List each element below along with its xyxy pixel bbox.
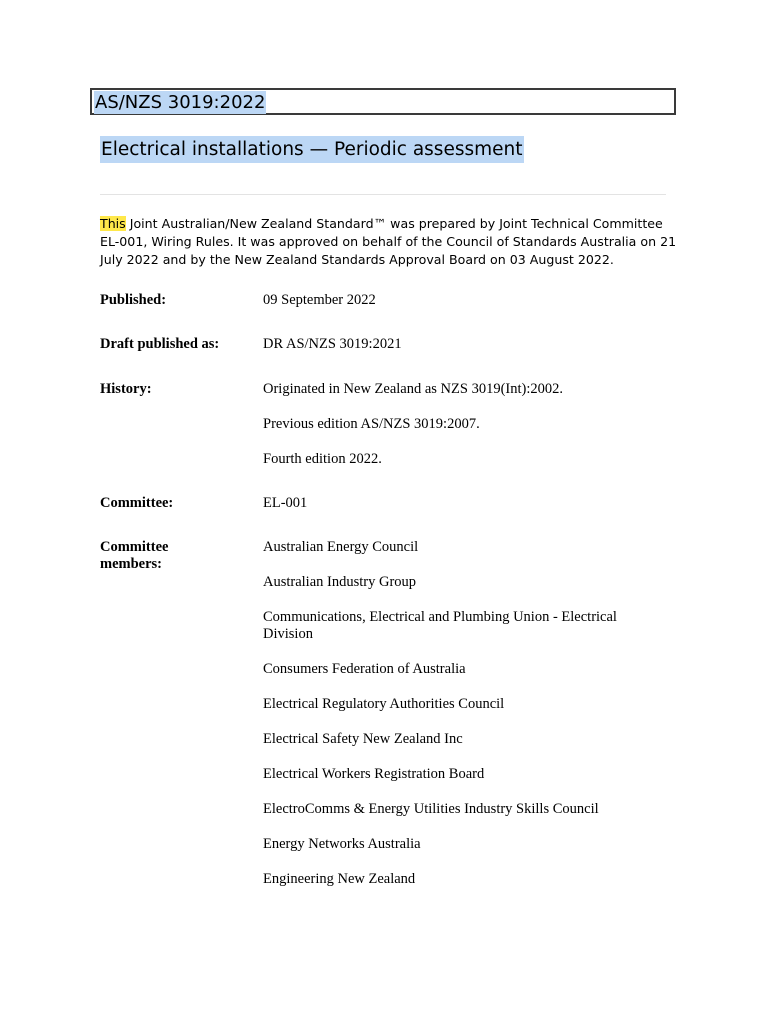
- members-label: Committee members:: [100, 539, 169, 572]
- committee-label: Committee:: [100, 495, 174, 511]
- committee-value: EL-001: [263, 495, 308, 511]
- member-item: Engineering New Zealand: [263, 871, 416, 887]
- member-item: Electrical Regulatory Authorities Council: [263, 696, 505, 712]
- intro-paragraph: [100, 215, 680, 269]
- member-item: Energy Networks Australia: [263, 836, 421, 852]
- doc-number-box: [90, 88, 676, 115]
- member-item: Consumers Federation of Australia: [263, 661, 466, 677]
- intro-highlighted-word: This: [100, 216, 126, 231]
- doc-title: Electrical installations — Periodic assessment: [100, 136, 524, 163]
- member-item: Electrical Safety New Zealand Inc: [263, 731, 463, 747]
- member-item: ElectroComms & Energy Utilities Industry Skills Council: [263, 801, 599, 817]
- history-item: Originated in New Zealand as NZS 3019(Int):2002.: [263, 381, 563, 397]
- published-value: 09 September 2022: [263, 292, 376, 308]
- draft-label: Draft published as:: [100, 336, 220, 352]
- doc-number: AS/NZS 3019:2022: [95, 92, 266, 113]
- published-label: Published:: [100, 292, 167, 308]
- history-item: Fourth edition 2022.: [263, 451, 382, 467]
- divider: [100, 194, 666, 195]
- draft-value: DR AS/NZS 3019:2021: [263, 336, 402, 352]
- member-item: Communications, Electrical and Plumbing Union - Electrical Division: [263, 609, 617, 642]
- member-item: Australian Industry Group: [263, 574, 417, 590]
- history-item: Previous edition AS/NZS 3019:2007.: [263, 416, 480, 432]
- history-label: History:: [100, 381, 152, 397]
- member-item: Electrical Workers Registration Board: [263, 766, 485, 782]
- member-item: Australian Energy Council: [263, 539, 419, 555]
- intro-text: Joint Australian/New Zealand Standard™ was prepared by Joint Technical Committee EL-001, Wiring Rules. It was approved on behalf of the Council of Standards Australia on 21 July 2022 and by the New Zealand Standards Approval Board on 03 August 2022.: [100, 216, 677, 267]
